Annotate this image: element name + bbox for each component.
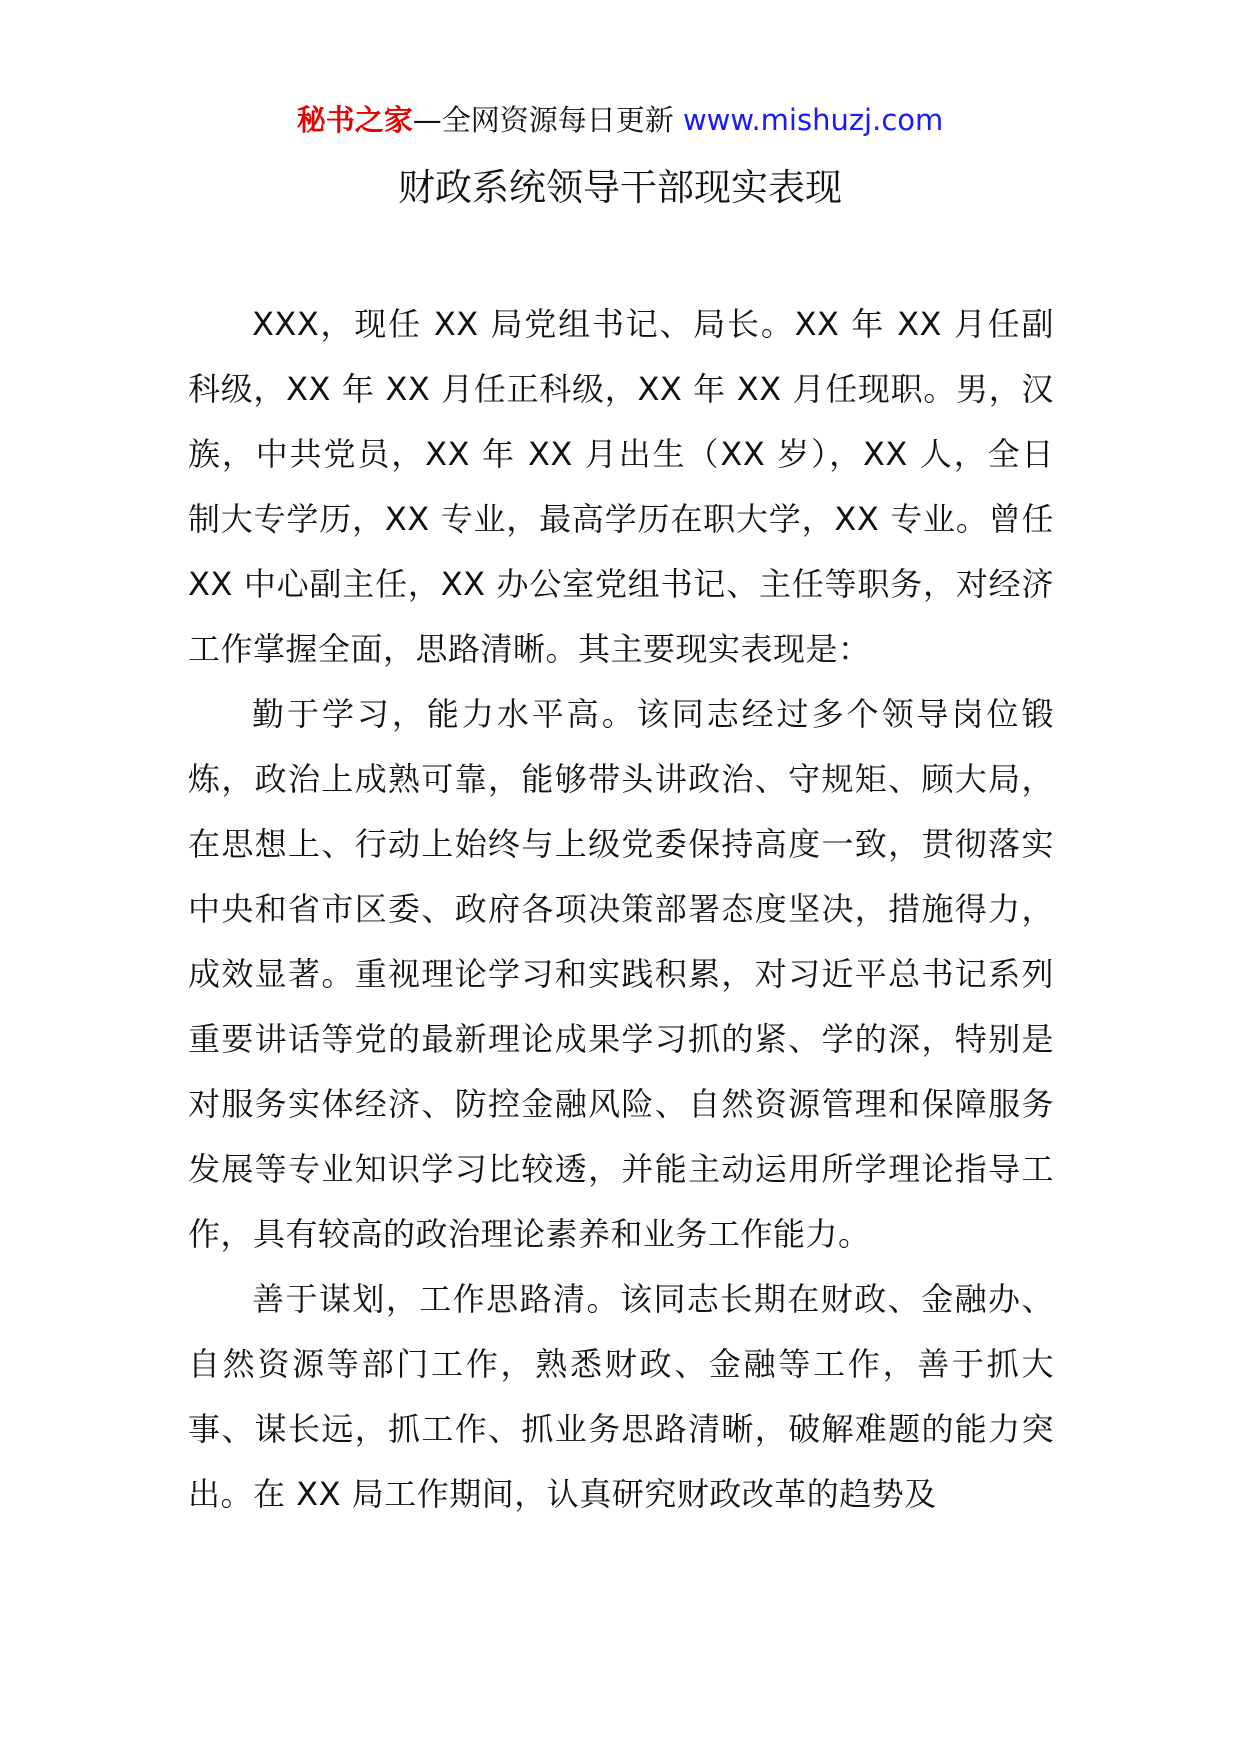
paragraph-lead: 善于谋划，工作思路清。 — [252, 1280, 621, 1318]
header-tagline: —全网资源每日更新 — [412, 103, 683, 137]
document-title: 财政系统领导干部现实表现 — [398, 166, 842, 209]
paragraph-text: XXX，现任 XX 局党组书记、局长。XX 年 XX 月任副科级，XX 年 XX 月任正科级，XX 年 XX 月任现职。男，汉族，中共党员，XX 年 XX 月出生（XX 岁），XX 人，全日制大专学历，XX 专业，最高学历在职大学，XX 专业。曾任 XX 中心副主任，XX 办公室党组书记、主任等职务，对经济工作掌握全面，思路清晰。其主要现实表现是： — [188, 305, 1054, 668]
paragraph-text: 该同志长期在财政、金融办、自然资源等部门工作，熟悉财政、金融等工作，善于抓大事、谋长远，抓工作、抓业务思路清晰，破解难题的能力突出。在 XX 局工作期间，认真研究财政改革的趋势及 — [188, 1280, 1054, 1513]
site-url-link[interactable]: www.mishuzj.com — [682, 103, 944, 137]
paragraph-intro — [188, 292, 1054, 682]
brand-name: 秘书之家 — [296, 103, 413, 137]
paragraph-study — [188, 682, 1054, 1267]
paragraph-planning — [188, 1267, 1054, 1527]
document-body — [188, 292, 1054, 1527]
site-header — [0, 100, 1240, 140]
paragraph-lead: 勤于学习，能力水平高。 — [252, 695, 637, 733]
paragraph-text: 该同志经过多个领导岗位锻炼，政治上成熟可靠，能够带头讲政治、守规矩、顾大局，在思想上、行动上始终与上级党委保持高度一致，贯彻落实中央和省市区委、政府各项决策部署态度坚决，措施得力，成效显著。重视理论学习和实践积累，对习近平总书记系列重要讲话等党的最新理论成果学习抓的紧、学的深，特别是对服务实体经济、防控金融风险、自然资源管理和保障服务发展等专业知识学习比较透，并能主动运用所学理论指导工作，具有较高的政治理论素养和业务工作能力。 — [188, 695, 1054, 1253]
